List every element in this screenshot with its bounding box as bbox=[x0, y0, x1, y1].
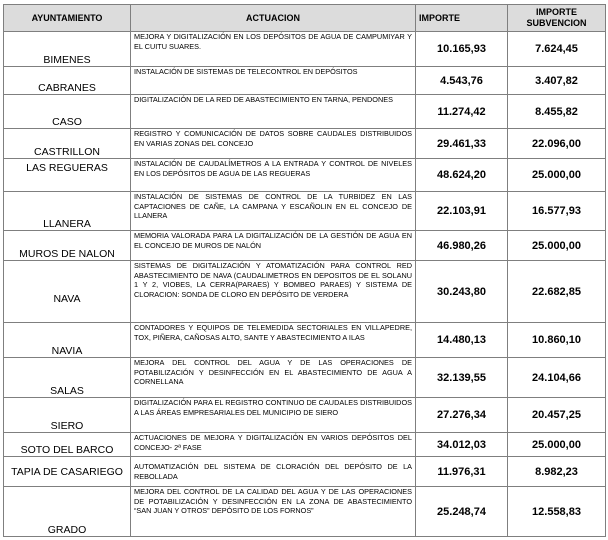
table-row bbox=[4, 323, 606, 358]
cell-ayuntamiento: NAVIA bbox=[4, 323, 131, 358]
cell-subvencion: 22.682,85 bbox=[508, 261, 606, 323]
header-importe: IMPORTE bbox=[416, 5, 508, 32]
cell-actuacion: ACTUACIONES DE MEJORA Y DIGITALIZACIÓN EN VARIOS DEPÓSITOS DEL CONCEJO- 2ª FASE bbox=[131, 433, 416, 457]
cell-actuacion: DIGITALIZACIÓN PARA EL REGISTRO CONTINUO DE CAUDALES DISTRIBUIDOS A LAS ÁREAS EMPRESARIALES DEL MUNICIPIO DE SIERO bbox=[131, 398, 416, 433]
cell-ayuntamiento: LLANERA bbox=[4, 192, 131, 231]
cell-actuacion: INSTALACIÓN DE CAUDALÍMETROS A LA ENTRADA Y CONTROL DE NIVELES EN LOS DEPÓSITOS DE AGUA DE LAS REGUERAS bbox=[131, 159, 416, 192]
cell-ayuntamiento: CABRANES bbox=[4, 67, 131, 95]
cell-subvencion: 25.000,00 bbox=[508, 159, 606, 192]
cell-subvencion: 24.104,66 bbox=[508, 358, 606, 398]
cell-subvencion: 20.457,25 bbox=[508, 398, 606, 433]
cell-actuacion: MEJORA DEL CONTROL DEL AGUA Y DE LAS OPERACIONES DE POTABILIZACIÓN Y DESINFECCIÓN EN EL ABASTECIMIENTO DE AGUA A CORNELLANA bbox=[131, 358, 416, 398]
cell-actuacion: INSTALACIÓN DE SISTEMAS DE TELECONTROL EN DEPÓSITOS bbox=[131, 67, 416, 95]
header-actuacion: ACTUACION bbox=[131, 5, 416, 32]
cell-importe: 30.243,80 bbox=[416, 261, 508, 323]
cell-ayuntamiento: SOTO DEL BARCO bbox=[4, 433, 131, 457]
cell-ayuntamiento: TAPIA DE CASARIEGO bbox=[4, 457, 131, 487]
cell-importe: 4.543,76 bbox=[416, 67, 508, 95]
cell-subvencion: 25.000,00 bbox=[508, 433, 606, 457]
cell-actuacion: MEMORIA VALORADA PARA LA DIGITALIZACIÓN DE LA GESTIÓN DE AGUA EN EL CONCEJO DE MUROS DE NALÓN bbox=[131, 231, 416, 261]
cell-actuacion: AUTOMATIZACIÓN DEL SISTEMA DE CLORACIÓN DEL DEPÓSITO DE LA REBOLLADA bbox=[131, 457, 416, 487]
table-row bbox=[4, 457, 606, 487]
cell-importe: 14.480,13 bbox=[416, 323, 508, 358]
cell-importe: 48.624,20 bbox=[416, 159, 508, 192]
table-row bbox=[4, 433, 606, 457]
header-row bbox=[4, 5, 606, 32]
cell-actuacion: DIGITALIZACIÓN DE LA RED DE ABASTECIMIENTO EN TARNA, PENDONES bbox=[131, 95, 416, 129]
cell-ayuntamiento: NAVA bbox=[4, 261, 131, 323]
header-ayuntamiento: AYUNTAMIENTO bbox=[4, 5, 131, 32]
cell-subvencion: 8.982,23 bbox=[508, 457, 606, 487]
cell-subvencion: 7.624,45 bbox=[508, 32, 606, 67]
cell-ayuntamiento: MUROS DE NALON bbox=[4, 231, 131, 261]
cell-actuacion: CONTADORES Y EQUIPOS DE TELEMEDIDA SECTORIALES EN VILLAPEDRE, TOX, PIÑERA, CAÑOSAS ALTO, SANTE Y ABASTECIMIENTO A ILAS bbox=[131, 323, 416, 358]
cell-subvencion: 3.407,82 bbox=[508, 67, 606, 95]
cell-subvencion: 25.000,00 bbox=[508, 231, 606, 261]
cell-importe: 22.103,91 bbox=[416, 192, 508, 231]
cell-actuacion: MEJORA Y DIGITALIZACIÓN EN LOS DEPÓSITOS DE AGUA DE CAMPUMIYAR Y EL CUITU SUARES. bbox=[131, 32, 416, 67]
header-importe-subvencion: IMPORTE SUBVENCION bbox=[508, 5, 606, 32]
cell-ayuntamiento: GRADO bbox=[4, 487, 131, 537]
table-row bbox=[4, 231, 606, 261]
cell-ayuntamiento: LAS REGUERAS bbox=[4, 159, 131, 192]
table-row bbox=[4, 159, 606, 192]
subsidy-table bbox=[3, 4, 606, 537]
cell-ayuntamiento: CASTRILLON bbox=[4, 129, 131, 159]
table-row bbox=[4, 95, 606, 129]
cell-importe: 25.248,74 bbox=[416, 487, 508, 537]
cell-ayuntamiento: SALAS bbox=[4, 358, 131, 398]
cell-subvencion: 16.577,93 bbox=[508, 192, 606, 231]
table-row bbox=[4, 261, 606, 323]
cell-actuacion: MEJORA DEL CONTROL DE LA CALIDAD DEL AGUA Y DE LAS OPERACIONES DE POTABILIZACIÓN Y DESINFECCIÓN EN LA ZONA DE ABASTECIMIENTO “SAN JUAN Y OTROS” DEPÓSITO DE LOS FORNOS” bbox=[131, 487, 416, 537]
cell-importe: 46.980,26 bbox=[416, 231, 508, 261]
cell-importe: 32.139,55 bbox=[416, 358, 508, 398]
cell-actuacion: INSTALACIÓN DE SISTEMAS DE CONTROL DE LA TURBIDEZ EN LAS CAPTACIONES DE CAÑE, LA CAMPANA Y ESCAÑOLIN EN EL CONCEJO DE LLANERA bbox=[131, 192, 416, 231]
cell-ayuntamiento: BIMENES bbox=[4, 32, 131, 67]
cell-ayuntamiento: SIERO bbox=[4, 398, 131, 433]
table-row bbox=[4, 32, 606, 67]
cell-actuacion: SISTEMAS DE DIGITALIZACIÓN Y ATOMATIZACIÓN PARA CONTROL RED ABASTECIMIENTO DE NAVA (CAUDALIMETROS EN DEPOSITOS DE EL SOLANU 1 Y 2, VIOBES, LA CERRA(PARAES) Y BOMBEO PARAES) Y SISTEMA DE CLORACION: SONDA DE CLORO EN DEPÓSITO DE VERDERA bbox=[131, 261, 416, 323]
table-row bbox=[4, 487, 606, 537]
cell-actuacion: REGISTRO Y COMUNICACIÓN DE DATOS SOBRE CAUDALES DISTRIBUIDOS EN VARIAS ZONAS DEL CONCEJO bbox=[131, 129, 416, 159]
table-row bbox=[4, 67, 606, 95]
cell-ayuntamiento: CASO bbox=[4, 95, 131, 129]
cell-importe: 10.165,93 bbox=[416, 32, 508, 67]
cell-importe: 11.976,31 bbox=[416, 457, 508, 487]
cell-importe: 27.276,34 bbox=[416, 398, 508, 433]
table-row bbox=[4, 358, 606, 398]
cell-subvencion: 10.860,10 bbox=[508, 323, 606, 358]
cell-subvencion: 22.096,00 bbox=[508, 129, 606, 159]
cell-subvencion: 12.558,83 bbox=[508, 487, 606, 537]
cell-subvencion: 8.455,82 bbox=[508, 95, 606, 129]
table-row bbox=[4, 398, 606, 433]
cell-importe: 11.274,42 bbox=[416, 95, 508, 129]
table-row bbox=[4, 129, 606, 159]
table-row bbox=[4, 192, 606, 231]
cell-importe: 29.461,33 bbox=[416, 129, 508, 159]
cell-importe: 34.012,03 bbox=[416, 433, 508, 457]
